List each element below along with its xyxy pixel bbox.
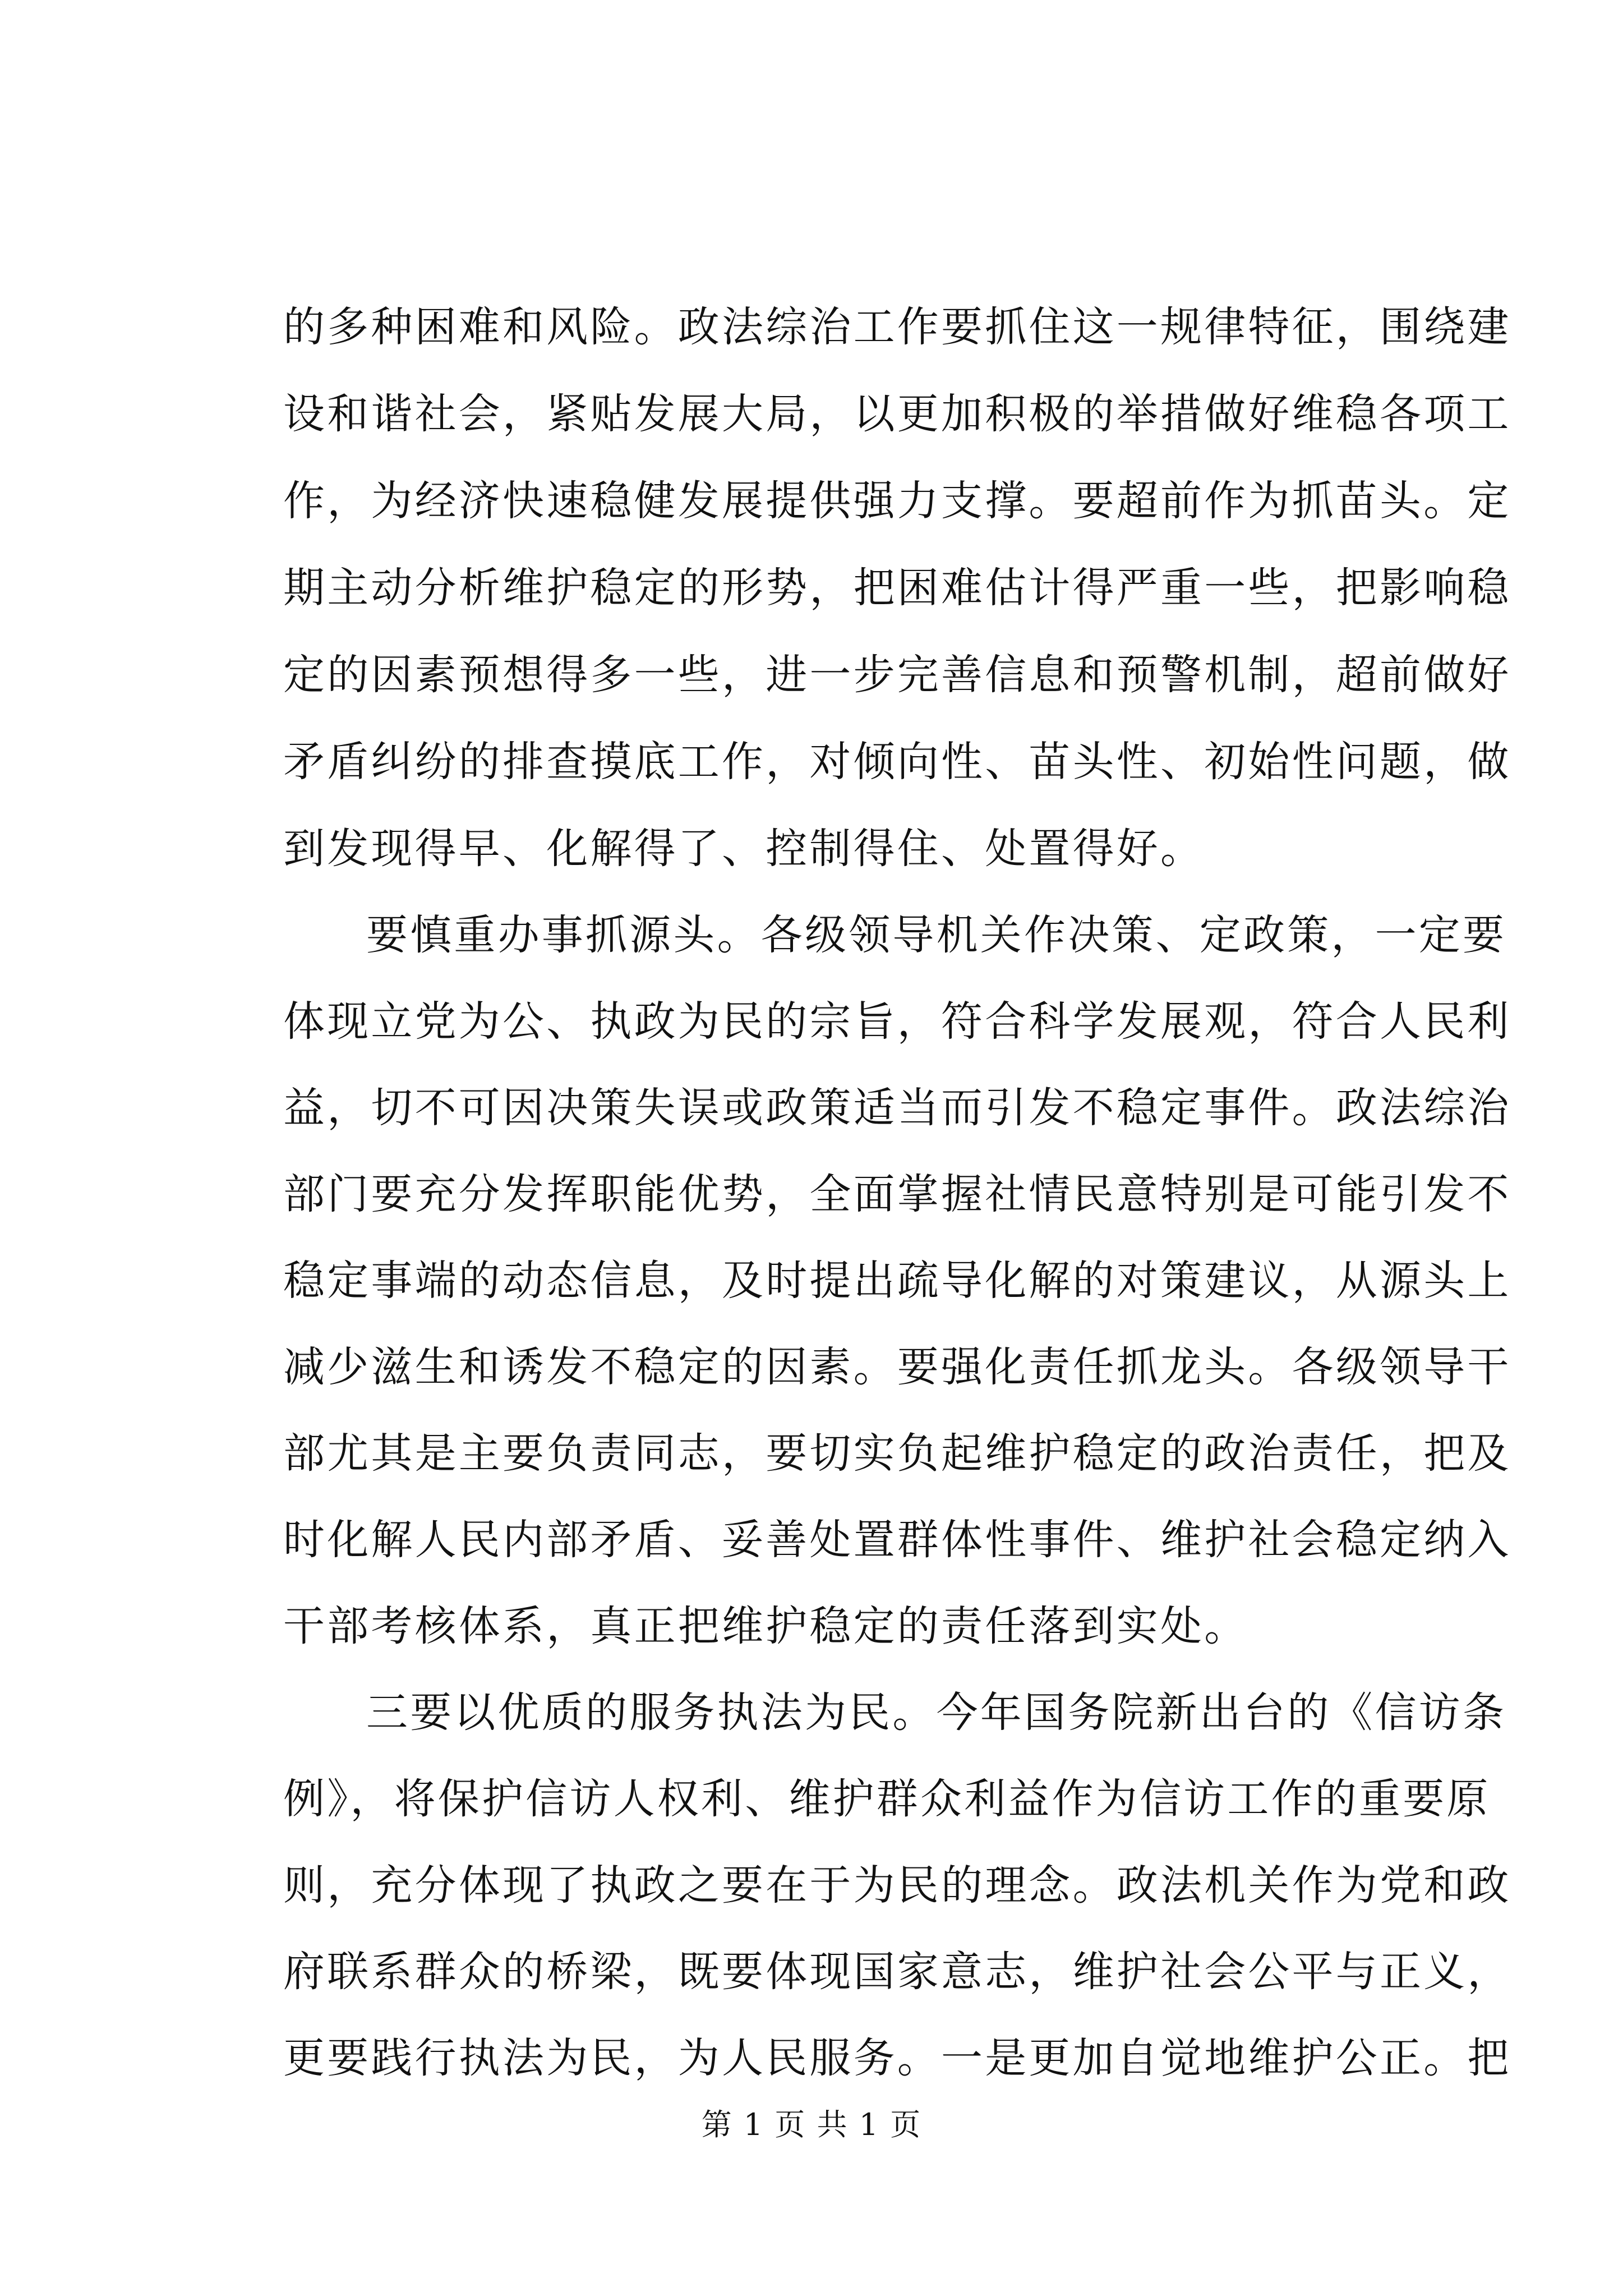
text-line: 期主动分析维护稳定的形势，把困难估计得严重一些，把影响稳 bbox=[283, 564, 1511, 612]
text-line: 减少滋生和诱发不稳定的因素。要强化责任抓龙头。各级领导干 bbox=[283, 1343, 1511, 1391]
text-line: 府联系群众的桥梁，既要体现国家意志，维护社会公平与正义， bbox=[283, 1948, 1511, 1996]
page-footer: 第 1 页 共 1 页 bbox=[701, 2107, 922, 2142]
text-line: 更要践行执法为民，为人民服务。一是更加自觉地维护公正。把 bbox=[283, 2034, 1511, 2082]
paragraph-start-line: 要慎重办事抓源头。各级领导机关作决策、定政策，一定要 bbox=[366, 911, 1507, 959]
text-line: 稳定事端的动态信息，及时提出疏导化解的对策建议，从源头上 bbox=[283, 1257, 1511, 1305]
text-line: 到发现得早、化解得了、控制得住、处置得好。 bbox=[283, 825, 1205, 873]
paragraph-start-line: 三要以优质的服务执法为民。今年国务院新出台的《信访条 bbox=[366, 1688, 1507, 1737]
text-line: 的多种困难和风险。政法综治工作要抓住这一规律特征，围绕建 bbox=[283, 303, 1511, 351]
text-line: 干部考核体系，真正把维护稳定的责任落到实处。 bbox=[283, 1602, 1248, 1650]
text-line: 则，充分体现了执政之要在于为民的理念。政法机关作为党和政 bbox=[283, 1861, 1511, 1910]
text-line: 设和谐社会，紧贴发展大局，以更加积极的举措做好维稳各项工 bbox=[283, 390, 1511, 438]
text-line: 体现立党为公、执政为民的宗旨，符合科学发展观，符合人民利 bbox=[283, 997, 1511, 1046]
text-line: 时化解人民内部矛盾、妥善处置群体性事件、维护社会稳定纳入 bbox=[283, 1516, 1511, 1564]
text-line: 益，切不可因决策失误或政策适当而引发不稳定事件。政法综治 bbox=[283, 1084, 1511, 1132]
text-line: 部尤其是主要负责同志，要切实负起维护稳定的政治责任，把及 bbox=[283, 1429, 1511, 1478]
text-line: 定的因素预想得多一些，进一步完善信息和预警机制，超前做好 bbox=[283, 651, 1511, 699]
text-line: 部门要充分发挥职能优势，全面掌握社情民意特别是可能引发不 bbox=[283, 1170, 1511, 1218]
text-line: 例》，将保护信访人权利、维护群众利益作为信访工作的重要原 bbox=[283, 1775, 1491, 1823]
text-line: 矛盾纠纷的排查摸底工作，对倾向性、苗头性、初始性问题，做 bbox=[283, 738, 1511, 786]
text-line: 作，为经济快速稳健发展提供强力支撑。要超前作为抓苗头。定 bbox=[283, 477, 1511, 525]
